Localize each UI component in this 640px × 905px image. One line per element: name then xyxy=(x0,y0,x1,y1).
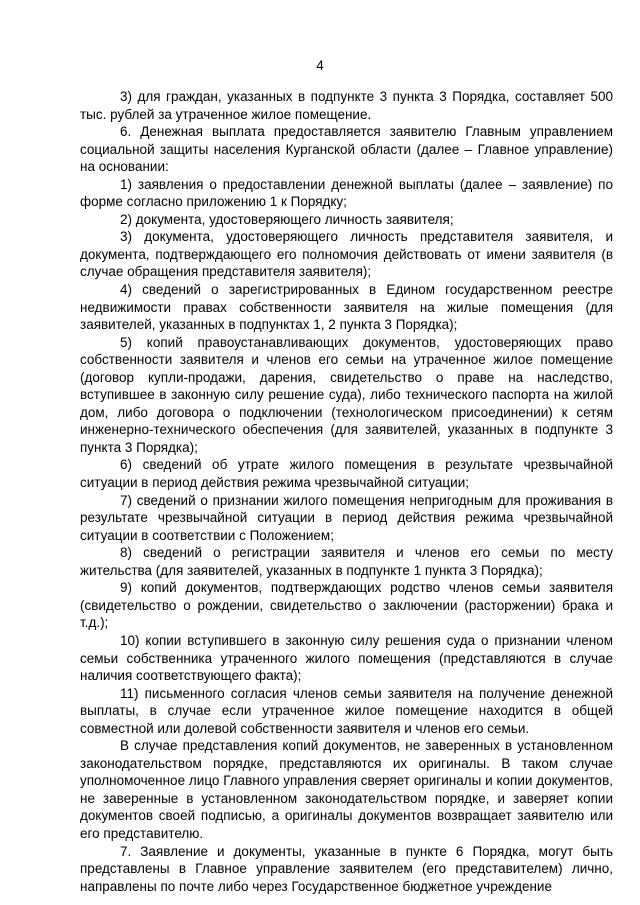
paragraph-item-10: 10) копии вступившего в законную силу решения суда о признании членом семьи собственника утраченного жилого помещения (представляются в случае наличия соответствующего факта); xyxy=(80,632,613,684)
paragraph-item-5: 5) копий правоустанавливающих документов, удостоверяющих право собственности заявителя и членов его семьи на утраченное жилое помещение (договор купли-продажи, дарения, свидетельство о праве на наследство, вступившее в законную силу решение суда), либо технического паспорта на жилой дом, либо договора о подключении (технологическом присоединении) к сетям инженерно-технического обеспечения (для заявителей, указанных в подпункте 3 пункта 3 Порядка); xyxy=(80,334,613,455)
paragraph-item-11: 11) письменного согласия членов семьи заявителя на получение денежной выплаты, в случае если утраченное жилое помещение находится в общей совместной или долевой собственности заявителя и членов его семьи. xyxy=(80,685,613,736)
paragraph-point-6: 6. Денежная выплата предоставляется заявителю Главным управлением социальной защиты населения Курганской области (далее – Главное управление) на основании: xyxy=(80,124,613,175)
document-body xyxy=(80,88,613,895)
paragraph-copies-note: В случае представления копий документов, не заверенных в установленном законодательством порядке, представляются их оригиналы. В таком случае уполномоченное лицо Главного управления сверяет оригиналы и копии документов, не заверенные в установленном законодательством порядке, и заверяет копии документов своей подписью, а оригиналы документов возвращает заявителю или его представителю. xyxy=(80,738,613,841)
paragraph-item-9: 9) копий документов, подтверждающих родство членов семьи заявителя (свидетельство о рождении, свидетельство о заключении (расторжении) брака и т.д.); xyxy=(80,580,613,631)
paragraph-item-3-representative: 3) документа, удостоверяющего личность представителя заявителя, и документа, подтверждающего его полномочия действовать от имени заявителя (в случае обращения представителя заявителя); xyxy=(80,229,613,280)
paragraph-item-4: 4) сведений о зарегистрированных в Едином государственном реестре недвижимости правах собственности заявителя на жилые помещения (для заявителей, указанных в подпунктах 1, 2 пункта 3 Порядка); xyxy=(80,282,613,333)
paragraph-item-8: 8) сведений о регистрации заявителя и членов его семьи по месту жительства (для заявителей, указанных в подпункте 1 пункта 3 Порядка); xyxy=(80,545,613,578)
paragraph-item-2: 2) документа, удостоверяющего личность заявителя; xyxy=(120,211,454,227)
paragraph-item-7: 7) сведений о признании жилого помещения непригодным для проживания в результате чрезвычайной ситуации в период действия режима чрезвычайной ситуации в соответствии с Положением; xyxy=(80,492,613,543)
page-number: 4 xyxy=(316,58,324,73)
paragraph-item-1: 1) заявления о предоставлении денежной выплаты (далее – заявление) по форме согласно приложению 1 к Порядку; xyxy=(80,176,613,210)
paragraph-item-6: 6) сведений об утрате жилого помещения в результате чрезвычайной ситуации в период действия режима чрезвычайной ситуации; xyxy=(80,457,613,491)
paragraph-item-3: 3) для граждан, указанных в подпункте 3 пункта 3 Порядка, составляет 500 тыс. рублей за утраченное жилое помещение. xyxy=(80,89,613,122)
paragraph-point-7: 7. Заявление и документы, указанные в пункте 6 Порядка, могут быть представлены в Главное управление заявителем (его представителем) лично, направлены по почте либо через Государственное бюджетное учреждение xyxy=(80,843,613,894)
